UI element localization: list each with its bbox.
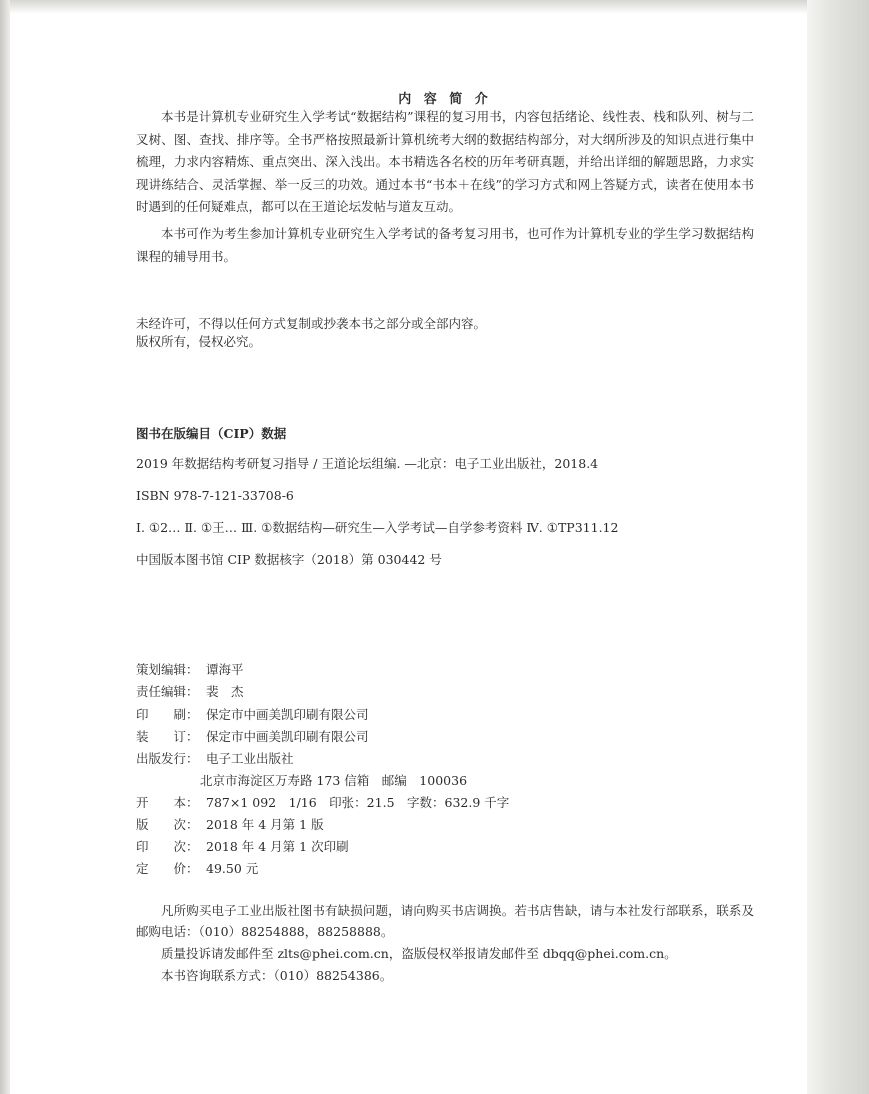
credit-label: 装 订： [136,729,199,744]
credit-value: 49.50 元 [206,861,259,876]
copyright-page [130,0,760,1094]
credit-value: 裴 杰 [206,684,244,699]
credit-publisher-address: 北京市海淀区万寿路 173 信箱 邮编 100036 [200,773,468,788]
credit-price [136,859,258,879]
scan-edge-left [0,0,10,1094]
cip-isbn: ISBN 978-7-121-33708-6 [136,488,294,503]
copyright-line-1: 未经许可，不得以任何方式复制或抄袭本书之部分或全部内容。 [136,316,487,331]
intro-paragraph-2: 本书可作为考生参加计算机专业研究生入学考试的备考复习用书，也可作为计算机专业的学生学习数据结构课程的辅导用书。 [136,226,754,264]
credit-value: 保定市中画美凯印刷有限公司 [206,729,369,744]
credit-value: 电子工业出版社 [206,751,294,766]
credit-value: 2018 年 4 月第 1 版 [206,817,324,832]
cip-line-1: 2019 年数据结构考研复习指导 / 王道论坛组编. —北京：电子工业出版社，2018.4 [136,456,599,471]
credit-planning-editor [136,660,244,680]
credit-label: 责任编辑： [136,684,199,699]
cip-classification: Ⅰ. ①2… Ⅱ. ①王… Ⅲ. ①数据结构—研究生—入学考试—自学参考资料 Ⅳ. ①TP311.12 [136,520,619,535]
notice-contact-phone: 本书咨询联系方式：（010）88254386。 [161,968,393,983]
credit-publisher [136,749,294,769]
credit-binding [136,727,369,747]
credit-impression [136,837,349,857]
intro-paragraph-1: 本书是计算机专业研究生入学考试“数据结构”课程的复习用书，内容包括绪论、线性表、栈和队列、树与二叉树、图、查找、排序等。全书严格按照最新计算机统考大纲的数据结构部分，对大纲所涉及的知识点进行集中梳理，力求内容精炼、重点突出、深入浅出。本书精选各名校的历年考研真题，并给出详细的解题思路，力求实现讲练结合、灵活掌握、举一反三的功效。通过本书“书本＋在线”的学习方式和网上答疑方式，读者在使用本书时遇到的任何疑难点，都可以在王道论坛发帖与道友互动。 [136,109,754,214]
cip-core-number: 中国版本图书馆 CIP 数据核字（2018）第 030442 号 [136,552,442,567]
credit-label: 策划编辑： [136,662,199,677]
credit-edition [136,815,324,835]
credit-value: 2018 年 4 月第 1 次印刷 [206,839,349,854]
credit-printing [136,705,369,725]
scan-edge-right [807,0,869,1094]
credit-value: 保定市中画美凯印刷有限公司 [206,707,369,722]
credit-label: 印 刷： [136,707,199,722]
credit-responsible-editor [136,682,244,702]
intro-title: 内 容 简 介 [398,92,492,107]
copyright-line-2: 版权所有，侵权必究。 [136,334,262,349]
credit-label: 出版发行： [136,751,199,766]
credit-label: 印 次： [136,839,199,854]
notice-paragraph-1: 凡所购买电子工业出版社图书有缺损问题，请向购买书店调换。若书店售缺，请与本社发行部联系，联系及邮购电话：（010）88254888，88258888。 [136,903,754,939]
credit-format [136,793,509,813]
notice-complaint-email: 质量投诉请发邮件至 zlts@phei.com.cn，盗版侵权举报请发邮件至 dbqq@phei.com.cn。 [161,946,677,961]
credit-label: 定 价： [136,861,199,876]
credit-value: 787×1 092 1/16 印张：21.5 字数：632.9 千字 [206,795,510,810]
credit-label: 版 次： [136,817,199,832]
credit-label: 开 本： [136,795,199,810]
credit-value: 谭海平 [206,662,244,677]
cip-title: 图书在版编目（CIP）数据 [136,426,287,441]
